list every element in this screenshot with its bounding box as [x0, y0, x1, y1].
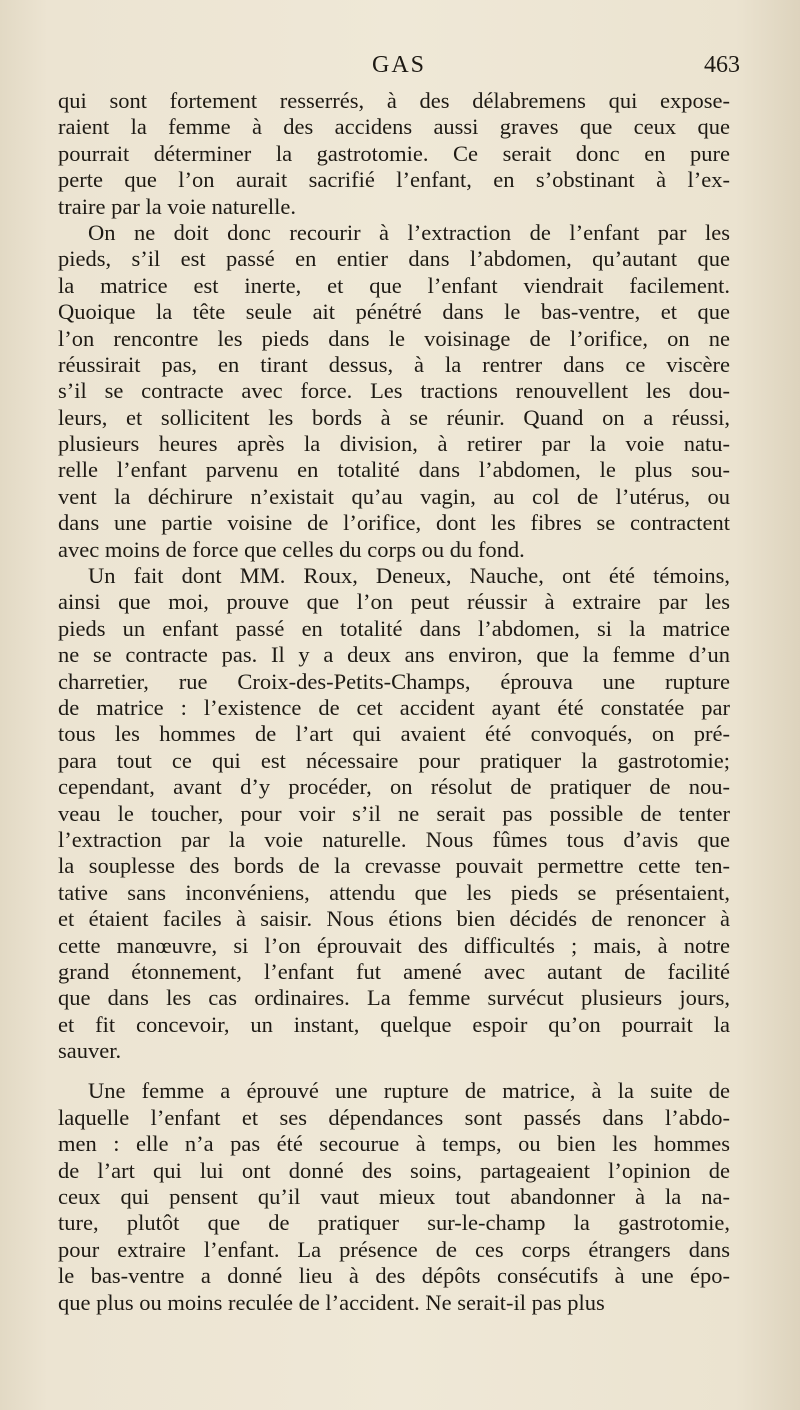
text-line: Une femme a éprouvé une rupture de matrice, à la suite de — [88, 1078, 730, 1104]
text-line: tous les hommes de l’art qui avaient été convoqués, on pré- — [58, 721, 730, 747]
text-line: de l’art qui lui ont donné des soins, partageaient l’opinion de — [58, 1157, 730, 1183]
text-line: grand étonnement, l’enfant fut amené avec autant de facilité — [58, 958, 730, 984]
text-line: para tout ce qui est nécessaire pour pratiquer la gastrotomie; — [58, 747, 730, 773]
paragraph — [58, 563, 730, 1064]
text-line: charretier, rue Croix-des-Petits-Champs, éprouva une rupture — [58, 668, 730, 694]
text-line: que dans les cas ordinaires. La femme survécut plusieurs jours, — [58, 985, 730, 1011]
text-line: leurs, et sollicitent les bords à se réunir. Quand on a réussi, — [58, 404, 730, 430]
text-line: la matrice est inerte, et que l’enfant viendrait facilement. — [58, 272, 730, 298]
paragraph — [58, 88, 730, 220]
text-line: pieds un enfant passé en totalité dans l’abdomen, si la matrice — [58, 615, 730, 641]
text-line: ceux qui pensent qu’il vaut mieux tout abandonner à la na- — [58, 1184, 730, 1210]
text-line: veau le toucher, pour voir s’il ne serait pas possible de tenter — [58, 800, 730, 826]
text-line: pour extraire l’enfant. La présence de ces corps étrangers dans — [58, 1236, 730, 1262]
text-line: Un fait dont MM. Roux, Deneux, Nauche, ont été témoins, — [88, 563, 730, 589]
text-line: et étaient faciles à saisir. Nous étions bien décidés de renoncer à — [58, 906, 730, 932]
text-line: qui sont fortement resserrés, à des délabremens qui expose- — [58, 88, 730, 113]
text-line: pieds, s’il est passé en entier dans l’abdomen, qu’autant que — [58, 246, 730, 272]
text-line: Quoique la tête seule ait pénétré dans le bas-ventre, et que — [58, 299, 730, 325]
text-line: relle l’enfant parvenu en totalité dans l’abdomen, le plus sou- — [58, 457, 730, 483]
text-line: On ne doit donc recourir à l’extraction de l’enfant par les — [88, 219, 730, 245]
text-line: plusieurs heures après la division, à retirer par la voie natu- — [58, 431, 730, 457]
text-line: traire par la voie naturelle. — [58, 193, 296, 219]
text-line: dans une partie voisine de l’orifice, dont les fibres se contractent — [58, 510, 730, 536]
paragraph — [58, 220, 730, 563]
text-line: l’on rencontre les pieds dans le voisinage de l’orifice, on ne — [58, 325, 730, 351]
text-line: pourrait déterminer la gastrotomie. Ce serait donc en pure — [58, 140, 730, 166]
body-text — [58, 88, 730, 1316]
text-line: tative sans inconvéniens, attendu que les pieds se présentaient, — [58, 879, 730, 905]
text-line: la souplesse des bords de la crevasse pouvait permettre cette ten- — [58, 853, 730, 879]
text-line: vent la déchirure n’existait qu’au vagin, au col de l’utérus, ou — [58, 483, 730, 509]
text-line: laquelle l’enfant et ses dépendances sont passés dans l’abdo- — [58, 1104, 730, 1130]
text-line: men : elle n’a pas été secourue à temps, ou bien les hommes — [58, 1131, 730, 1157]
text-line: cette manœuvre, si l’on éprouvait des difficultés ; mais, à notre — [58, 932, 730, 958]
text-line: cependant, avant d’y procéder, on résolut de pratiquer de nou- — [58, 774, 730, 800]
text-line: raient la femme à des accidens aussi graves que ceux que — [58, 114, 730, 140]
text-line: ne se contracte pas. Il y a deux ans environ, que la femme d’un — [58, 642, 730, 668]
text-line: ture, plutôt que de pratiquer sur-le-champ la gastrotomie, — [58, 1210, 730, 1236]
text-line: que plus ou moins reculée de l’accident. Ne serait-il pas plus — [58, 1289, 605, 1315]
text-line: avec moins de force que celles du corps ou du fond. — [58, 536, 525, 562]
text-line: perte que l’on aurait sacrifié l’enfant, en s’obstinant à l’ex- — [58, 167, 730, 193]
page-number: 463 — [704, 52, 740, 78]
text-line: s’il se contracte avec force. Les tractions renouvellent les dou- — [58, 378, 730, 404]
text-line: le bas-ventre a donné lieu à des dépôts consécutifs à une épo- — [58, 1263, 730, 1289]
paragraph — [58, 1078, 730, 1316]
text-line: réussirait pas, en tirant dessus, à la rentrer dans ce viscère — [58, 351, 730, 377]
text-line: ainsi que moi, prouve que l’on peut réussir à extraire par les — [58, 589, 730, 615]
text-line: l’extraction par la voie naturelle. Nous fûmes tous d’avis que — [58, 826, 730, 852]
text-line: et fit concevoir, un instant, quelque espoir qu’on pourrait la — [58, 1011, 730, 1037]
running-title: GAS — [371, 52, 426, 78]
running-head — [58, 52, 740, 92]
text-line: de matrice : l’existence de cet accident ayant été constatée par — [58, 694, 730, 720]
text-line: sauver. — [58, 1038, 122, 1064]
